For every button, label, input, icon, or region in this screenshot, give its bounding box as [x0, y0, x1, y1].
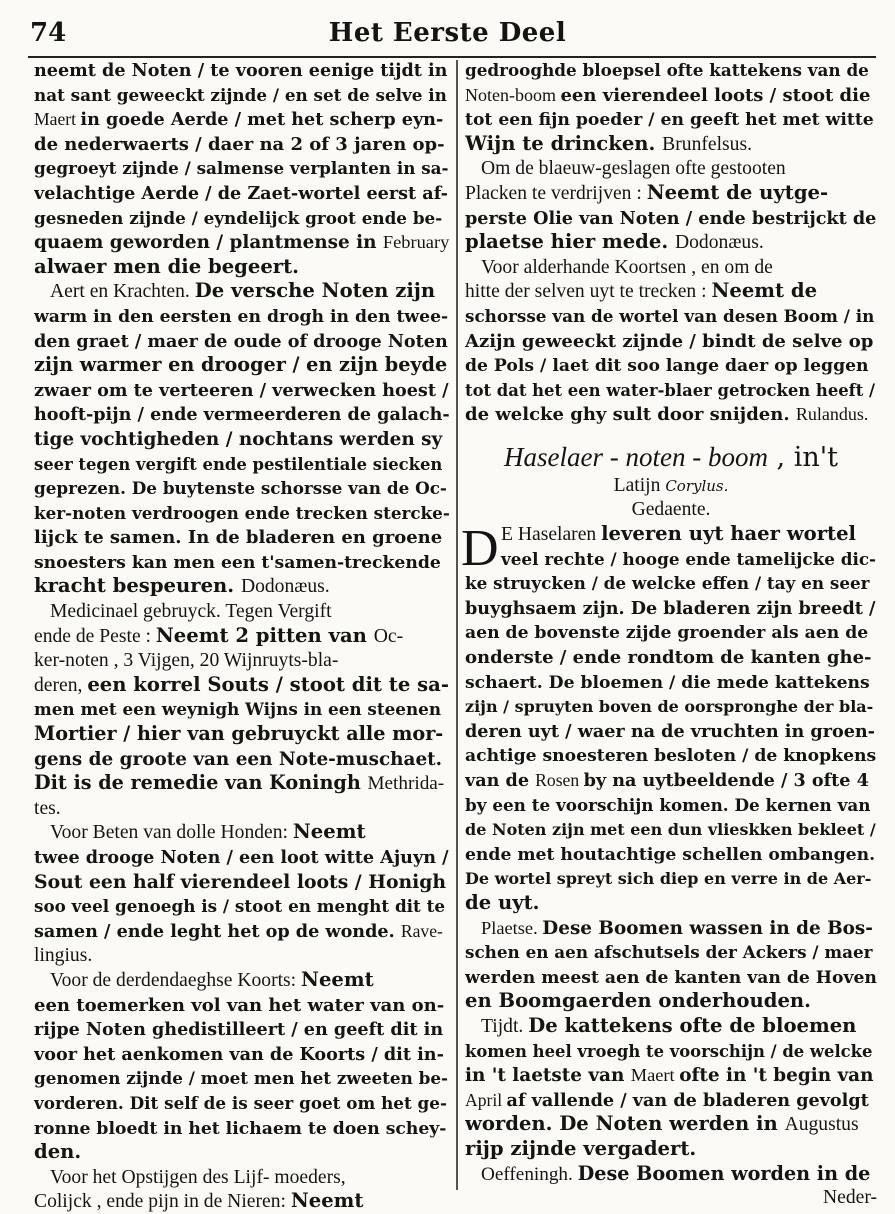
- text-line: [34, 181, 450, 206]
- right-column-bottom: [465, 522, 877, 1186]
- text-segment: Wijn te drincken.: [465, 131, 663, 155]
- text-segment: schorsse van de wortel van desen Boom / in: [465, 305, 875, 326]
- text-segment: deren,: [34, 674, 88, 696]
- text-line: [34, 1042, 450, 1067]
- section-subheading: Gedaente.: [631, 498, 711, 520]
- text-line: [34, 402, 450, 427]
- text-line: [34, 230, 450, 255]
- text-segment: Neemt 2 pitten van: [155, 623, 374, 647]
- text-line: [34, 525, 450, 550]
- text-segment: Dodonæus.: [674, 232, 764, 254]
- text-segment: de Pols / laet dit soo lange daer op leggen: [465, 356, 869, 377]
- text-line: [34, 427, 450, 452]
- text-line: [34, 1091, 450, 1116]
- catchword: Neder-: [823, 1187, 877, 1209]
- text-segment: zijn / spruyten boven de oorspronghe der bla-: [465, 697, 874, 717]
- text-segment: worden. De Noten werden in: [465, 1112, 785, 1136]
- text-segment: Voor de derdendaeghse Koorts:: [50, 969, 302, 991]
- text-segment: ker-noten verdroogen ende trecken stercke-: [34, 502, 450, 523]
- text-line: [34, 796, 450, 821]
- text-segment: men met een weynigh Wijns in een steenen: [34, 699, 442, 720]
- text-line: [34, 648, 450, 673]
- text-segment: Mortier / hier van gebruyckt alle mor-: [34, 722, 444, 746]
- text-line: [465, 522, 877, 547]
- text-segment: neemt de Noten / te vooren eenige tijdt in: [34, 60, 448, 81]
- text-line: [465, 353, 877, 378]
- text-segment: nat sant geweeckt zijnde / en set de selve in: [34, 84, 447, 105]
- text-segment: in goede Aerde / met het scherp eyn-: [80, 109, 444, 131]
- text-segment: van de: [465, 770, 536, 792]
- text-segment: in 't laetste van: [465, 1065, 631, 1087]
- text-line: [465, 793, 877, 818]
- text-line: [465, 107, 877, 132]
- text-segment: Oc-: [373, 625, 404, 647]
- text-line: [34, 378, 450, 403]
- text-segment: de uyt.: [465, 891, 540, 914]
- text-segment: genomen zijnde / moet men het zweeten be-: [34, 1068, 449, 1089]
- text-segment: hooft-pijn / ende vermeerderen de galach-: [34, 404, 450, 426]
- text-segment: den.: [34, 1140, 82, 1164]
- text-segment: tige vochtigheden / nochtans werden sy: [34, 428, 443, 450]
- text-line: [34, 919, 450, 944]
- text-segment: quaem geworden / plantmense in: [34, 232, 383, 254]
- text-segment: Voor alderhande Koortsen , en om de: [481, 256, 773, 278]
- text-segment: February: [382, 232, 450, 253]
- text-segment: Sout een half vierendeel loots / Honigh: [34, 870, 447, 893]
- text-line: [34, 697, 450, 722]
- text-line: [465, 230, 877, 255]
- text-segment: perste Olie van Noten / ende bestrijckt de: [465, 207, 877, 229]
- text-line: [34, 993, 450, 1018]
- text-segment: Neemt de: [711, 279, 818, 303]
- text-line: [465, 694, 877, 719]
- text-line: [465, 989, 877, 1014]
- text-segment: tes.: [34, 797, 61, 819]
- text-segment: plaetse hier mede.: [465, 230, 675, 254]
- text-line: [465, 866, 877, 891]
- text-line: [34, 870, 450, 895]
- text-segment: gesneden zijnde / eyndelijck groot ende be-: [34, 207, 443, 228]
- text-segment: Maert: [34, 109, 81, 130]
- text-segment: Aert en Krachten.: [50, 281, 195, 303]
- text-line: [34, 943, 450, 968]
- text-line: [465, 1039, 877, 1064]
- text-line: [465, 596, 877, 621]
- text-segment: warm in den eersten en drogh in den twee-: [34, 306, 449, 327]
- text-line: [34, 771, 450, 796]
- text-segment: Dit is de remedie van Koningh: [34, 771, 368, 795]
- text-segment: voor het aenkomen van de Koorts / dit in-: [34, 1043, 444, 1065]
- text-segment: by na uytbeeldende / 3 ofte 4: [583, 770, 869, 792]
- text-segment: zwaer om te verteeren / verwecken hoest /: [34, 379, 449, 401]
- text-segment: Plaetse.: [481, 917, 543, 938]
- text-line: [465, 83, 877, 108]
- text-segment: gedrooghde bloepsel ofte kattekens van de: [465, 60, 869, 80]
- page-header: [0, 14, 895, 54]
- text-line: [34, 1066, 450, 1091]
- text-line: [465, 916, 877, 941]
- text-segment: werden meest aen de kanten van de Hoven: [465, 967, 877, 988]
- text-segment: Oeffeningh.: [481, 1163, 578, 1185]
- left-column: [34, 58, 450, 1214]
- text-segment: samen / ende leght het op de wonde.: [34, 920, 401, 942]
- text-line: [465, 255, 877, 280]
- text-segment: Noten-boom: [465, 84, 561, 105]
- text-line: [465, 1063, 877, 1088]
- text-line: [34, 747, 450, 772]
- text-line: [465, 965, 877, 990]
- text-line: [34, 550, 450, 575]
- text-segment: Placken te verdrijven :: [465, 182, 647, 204]
- text-segment: De versche Noten zijn: [194, 279, 436, 303]
- text-segment: een toemerken vol van het water van on-: [34, 994, 445, 1016]
- text-line: [465, 842, 877, 867]
- text-line: [465, 645, 877, 670]
- text-segment: af vallende / van de bladeren gevolgt: [506, 1089, 869, 1111]
- dropcap-paragraph: [461, 520, 877, 1186]
- text-line: [34, 1017, 450, 1042]
- text-line: [34, 304, 450, 329]
- text-line: [34, 1116, 450, 1141]
- right-column-top: [465, 58, 877, 427]
- text-line: [34, 255, 450, 280]
- text-segment: Dodonæus.: [240, 576, 330, 598]
- drop-cap: D: [461, 520, 499, 578]
- text-segment: Colijck , ende pijn in de Nieren:: [34, 1191, 291, 1213]
- text-line: [34, 1165, 450, 1190]
- text-line: [465, 279, 877, 304]
- column-divider: [456, 60, 458, 1190]
- text-segment: deren uyt / waer na de vruchten in groen-: [465, 720, 875, 742]
- text-segment: Om de blaeuw-geslagen ofte gestooten: [481, 158, 786, 180]
- text-line: [465, 304, 877, 329]
- text-segment: en Boomgaerden onderhouden.: [465, 989, 811, 1013]
- text-line: [34, 673, 450, 698]
- text-line: [465, 58, 877, 83]
- text-segment: ker-noten , 3 Vijgen, 20 Wijnruyts-bla-: [34, 650, 339, 672]
- text-segment: schen en aen afschutsels der Ackers / maer: [465, 942, 873, 963]
- text-segment: seer tegen vergift ende pestilentiale siecken: [34, 454, 443, 474]
- text-line: [34, 1189, 450, 1214]
- text-segment: een korrel Souts / stoot dit te sa-: [87, 672, 449, 696]
- text-segment: Methrida-: [367, 773, 445, 795]
- text-segment: Brunfelsus.: [662, 133, 752, 155]
- text-segment: de welcke ghy sult door snijden.: [465, 404, 796, 426]
- text-segment: zijn warmer en drooger / en zijn beyde: [34, 353, 448, 377]
- text-line: [34, 279, 450, 304]
- latin-label: Latijn: [613, 474, 666, 496]
- text-segment: lingius.: [34, 945, 93, 967]
- text-line: [465, 940, 877, 965]
- text-segment: by een te voorschijn komen. De kernen van: [465, 794, 871, 815]
- text-line: [465, 670, 877, 695]
- text-segment: Neemt de uytge-: [646, 180, 829, 204]
- text-segment: Rosen: [535, 770, 584, 791]
- text-segment: de Noten zijn met een dun vlieskken bekleet /: [465, 820, 876, 840]
- text-line: [34, 476, 450, 501]
- running-head: Het Eerste Deel: [328, 18, 567, 48]
- text-segment: De wortel spreyt sich diep en verre in de Aer-: [465, 869, 872, 889]
- text-segment: Azijn geweeckt zijnde / bindt de selve op: [465, 330, 874, 352]
- text-segment: ende de Peste :: [34, 625, 156, 647]
- text-line: [465, 378, 877, 403]
- section-title-name: Haselaer - noten - boom: [504, 441, 768, 472]
- text-line: [34, 156, 450, 181]
- text-line: [34, 83, 450, 108]
- page-number: 74: [30, 18, 67, 48]
- text-segment: geprezen. De buytenste schorsse van de Oc-: [34, 478, 447, 499]
- text-segment: vorderen. Dit self de is seer goet om het ge-: [34, 1092, 447, 1113]
- text-segment: rijp zijnde vergadert.: [465, 1136, 697, 1160]
- text-segment: velachtige Aerde / de Zaet-wortel eerst af-: [34, 182, 448, 204]
- text-segment: tot dat het een water-blaer getrocken heeft /: [465, 380, 875, 400]
- text-segment: Neemt: [292, 820, 366, 844]
- text-segment: alwaer men die begeert.: [34, 254, 300, 278]
- text-segment: aen de bovenste zijde groender als aen de: [465, 623, 869, 644]
- text-segment: ke struycken / de welcke effen / tay en seer: [465, 573, 870, 594]
- text-segment: den graet / maer de oude of drooge Noten: [34, 330, 448, 352]
- text-segment: April: [465, 1089, 507, 1110]
- text-line: [34, 329, 450, 354]
- text-segment: Dese Boomen worden in de: [577, 1161, 871, 1185]
- text-segment: onderste / ende rondtom de kanten ghe-: [465, 647, 872, 669]
- text-line: [465, 156, 877, 181]
- text-line: [465, 402, 877, 427]
- text-segment: buyghsaem zijn. De bladeren zijn breedt /: [465, 597, 876, 619]
- text-segment: Neemt: [290, 1189, 364, 1213]
- text-segment: gegroeyt zijnde / salmense verplanten in sa-: [34, 158, 449, 179]
- text-segment: soo veel genoegh is / stoot en menght dit te: [34, 896, 446, 917]
- text-segment: Rave-: [400, 920, 443, 941]
- text-line: [34, 107, 450, 132]
- text-segment: Augustus: [784, 1114, 859, 1136]
- latin-name: Corylus.: [665, 476, 729, 495]
- text-line: [34, 452, 450, 477]
- text-segment: Dese Boomen wassen in de Bos-: [542, 917, 873, 939]
- text-line: [465, 206, 877, 231]
- text-segment: leveren uyt haer wortel: [601, 522, 856, 546]
- text-segment: De kattekens ofte de bloemen: [528, 1013, 857, 1037]
- text-line: [465, 719, 877, 744]
- text-line: [465, 181, 877, 206]
- text-line: [34, 820, 450, 845]
- text-segment: Voor het Opstijgen des Lijf- moeders,: [50, 1166, 346, 1188]
- text-segment: Neemt: [301, 967, 374, 991]
- text-segment: hitte der selven uyt te trecken :: [465, 281, 712, 303]
- text-line: [34, 58, 450, 83]
- text-segment: schaert. De bloemen / die mede kattekens: [465, 672, 870, 693]
- text-line: [465, 132, 877, 157]
- text-line: [34, 206, 450, 231]
- text-segment: komen heel vroegh te voorschijn / de welcke: [465, 1041, 873, 1061]
- text-segment: achtige snoesteren besloten / de knopkens: [465, 746, 877, 767]
- text-segment: Medicinael gebruyck. Tegen Vergift: [50, 601, 332, 623]
- text-segment: lijck te samen. In de bladeren en groene: [34, 527, 443, 549]
- right-column: [461, 58, 877, 1211]
- text-line: [465, 1088, 877, 1113]
- text-line: [465, 547, 877, 572]
- text-segment: Voor Beten van dolle Honden:: [50, 822, 293, 844]
- text-segment: snoesters kan men een t'samen-treckende: [34, 552, 441, 573]
- text-line: [34, 501, 450, 526]
- text-segment: Maert: [630, 1065, 680, 1086]
- text-segment: tot een fijn poeder / en geeft het met witte: [465, 110, 874, 131]
- text-segment: ende met houtachtige schellen ombangen.: [465, 844, 876, 865]
- text-line: [34, 353, 450, 378]
- text-segment: gens de groote van een Note-muschaet.: [34, 748, 443, 770]
- text-line: [465, 571, 877, 596]
- text-line: [34, 722, 450, 747]
- text-line: [465, 1137, 877, 1162]
- text-line: [34, 968, 450, 993]
- text-line: [34, 132, 450, 157]
- text-line: [34, 624, 450, 649]
- text-line: [465, 1162, 877, 1187]
- text-segment: veel rechte / hooge ende tamelijcke dic-: [501, 548, 877, 569]
- text-segment: rijpe Noten ghedistilleert / en geeft dit in: [34, 1019, 444, 1041]
- text-line: [465, 1014, 877, 1039]
- text-line: [465, 743, 877, 768]
- section-title: [465, 441, 877, 473]
- text-segment: ronne bloedt in het lichaem te doen schey-: [34, 1118, 447, 1139]
- text-segment: kracht bespeuren.: [34, 574, 241, 598]
- text-line: [34, 894, 450, 919]
- text-line: [34, 574, 450, 599]
- text-segment: de nederwaerts / daer na 2 of 3 jaren op-: [34, 133, 445, 155]
- text-line: [465, 817, 877, 842]
- text-segment: ofte in 't begin van: [679, 1065, 874, 1087]
- section-latin-line: [465, 473, 877, 498]
- text-segment: een vierendeel loots / stoot die: [560, 84, 871, 106]
- text-line: [465, 768, 877, 793]
- section-title-suffix: , in't: [767, 441, 838, 473]
- text-line: [34, 845, 450, 870]
- text-line: [34, 1140, 450, 1165]
- text-line: [465, 620, 877, 645]
- text-segment: Tijdt.: [481, 1015, 529, 1037]
- text-line: [34, 599, 450, 624]
- text-line: [465, 1112, 877, 1137]
- text-line: [465, 329, 877, 354]
- text-segment: E Haselaren: [501, 524, 602, 546]
- text-segment: Rulandus.: [795, 404, 869, 425]
- text-segment: twee drooge Noten / een loot witte Ajuyn /: [34, 847, 449, 868]
- text-line: [465, 891, 877, 916]
